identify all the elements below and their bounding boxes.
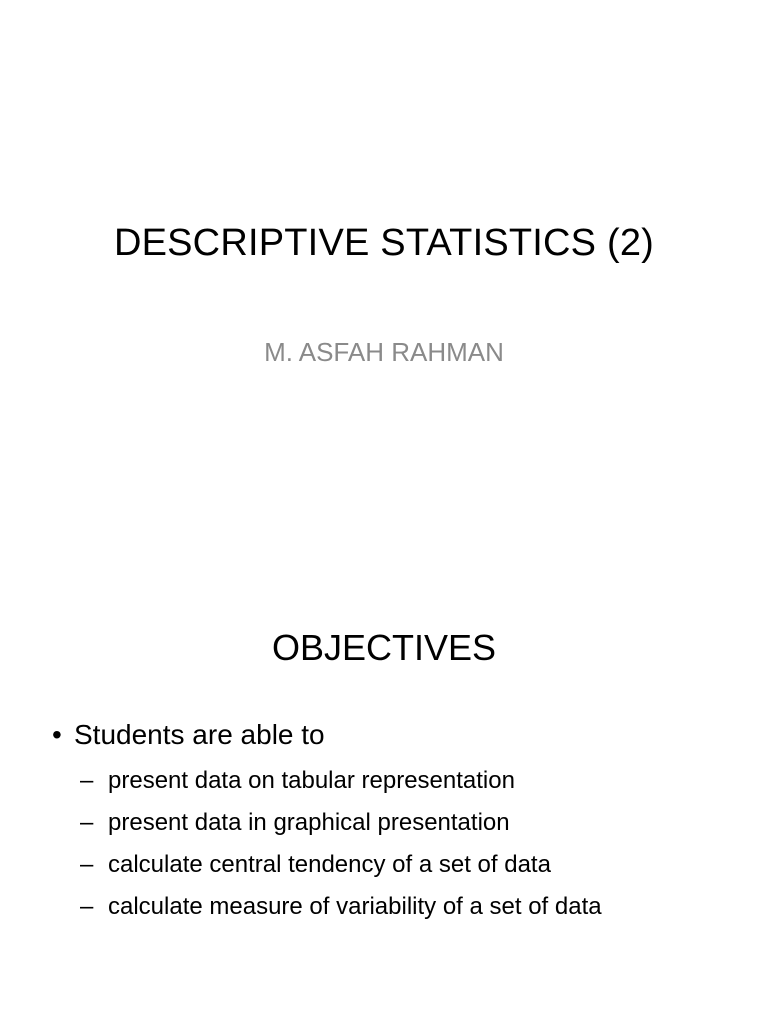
objectives-heading: OBJECTIVES — [271, 627, 497, 668]
presentation-title: DESCRIPTIVE STATISTICS (2) — [113, 222, 655, 264]
list-item — [80, 760, 602, 802]
dash-mark: – — [80, 851, 94, 878]
list-item-text: calculate central tendency of a set of data — [108, 851, 551, 878]
list-item — [80, 802, 602, 844]
dash-mark: – — [80, 809, 94, 836]
list-item — [80, 844, 602, 886]
list-item-text: present data in graphical presentation — [108, 809, 510, 836]
objectives-list — [80, 760, 602, 928]
bullet-dot: • — [52, 719, 62, 750]
dash-mark: – — [80, 893, 94, 920]
bullet-text: Students are able to — [74, 719, 325, 750]
author-name: M. ASFAH RAHMAN — [264, 337, 504, 367]
list-item-text: calculate measure of variability of a set of data — [108, 893, 602, 920]
objectives-slide — [0, 512, 768, 1024]
bullet-item — [52, 716, 325, 754]
list-item — [80, 886, 602, 928]
list-item-text: present data on tabular representation — [108, 767, 515, 794]
dash-mark: – — [80, 767, 94, 794]
